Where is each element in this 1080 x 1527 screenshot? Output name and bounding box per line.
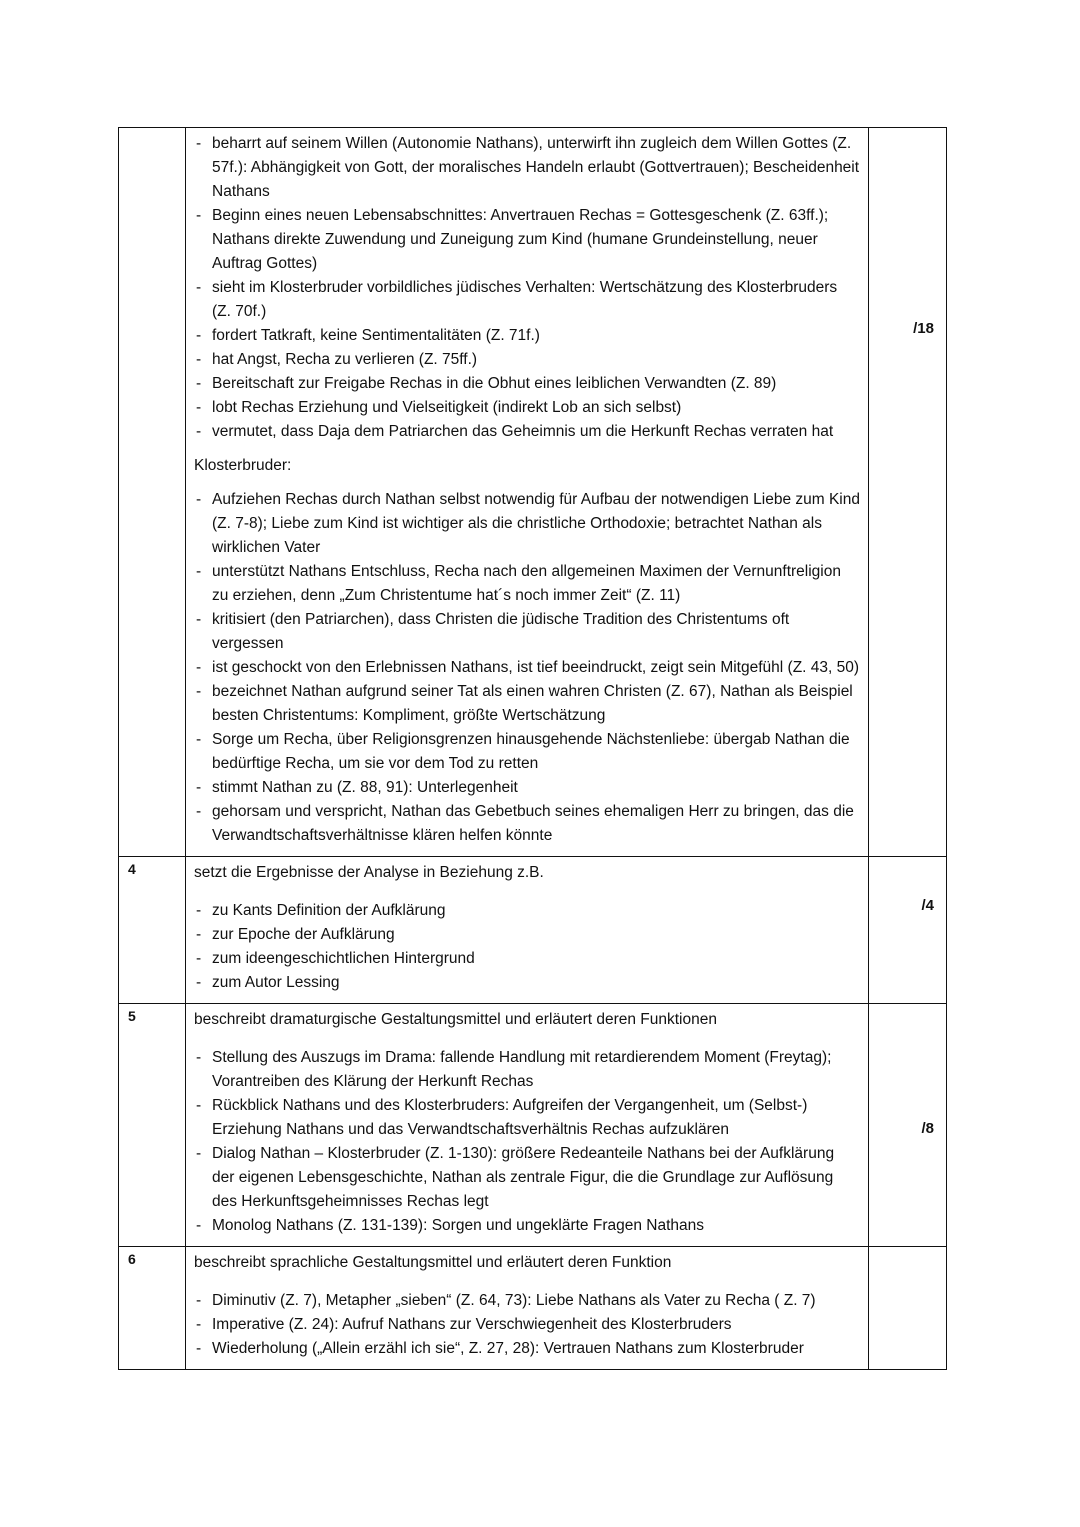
list-item: - Wiederholung („Allein erzähl ich sie“, Z. 27, 28): Vertrauen Nathans zum Klosterbruder — [194, 1337, 860, 1361]
criteria-list — [194, 899, 860, 995]
list-item: - unterstützt Nathans Entschluss, Recha nach den allgemeinen Maximen der Vernunftreligion zu erziehen, denn „Zum Christentume hat´s noch immer Zeit“ (Z. 11) — [194, 560, 860, 608]
list-item: - gehorsam und verspricht, Nathan das Gebetbuch seines ehemaligen Herr zu bringen, das die Verwandtschaftsverhältnisse klären helfen könnte — [194, 800, 860, 848]
table-row — [119, 1247, 947, 1370]
criteria-list — [194, 132, 860, 444]
list-item: - Rückblick Nathans und des Klosterbruders: Aufgreifen der Vergangenheit, um (Selbst-) Erziehung Nathans und das Verwandtschaftsverhältnis Rechas aufzuklären — [194, 1094, 860, 1142]
task-number-cell: 6 — [119, 1247, 186, 1370]
list-item: - sieht im Klosterbruder vorbildliches jüdisches Verhalten: Wertschätzung des Klosterbruders (Z. 70f.) — [194, 276, 860, 324]
task-number-cell — [119, 128, 186, 857]
criteria-cell — [186, 1247, 869, 1370]
points-cell — [869, 857, 947, 1004]
list-item: - Bereitschaft zur Freigabe Rechas in die Obhut eines leiblichen Verwandten (Z. 89) — [194, 372, 860, 396]
list-item: - Aufziehen Rechas durch Nathan selbst notwendig für Aufbau der notwendigen Liebe zum Kind (Z. 7-8); Liebe zum Kind ist wichtiger als die christliche Orthodoxie; betrachtet Nathan als wirklichen Vater — [194, 488, 860, 560]
criteria-cell — [186, 128, 869, 857]
list-item: - Dialog Nathan – Klosterbruder (Z. 1-130): größere Redeanteile Nathans bei der Aufklärung der eigenen Lebensgeschichte, Nathan als zentrale Figur, die die Grundlage zur Auflösung des Herkunftsgeheimnisses Rechas legt — [194, 1142, 860, 1214]
list-item: - zur Epoche der Aufklärung — [194, 923, 860, 947]
list-item: - fordert Tatkraft, keine Sentimentalitäten (Z. 71f.) — [194, 324, 860, 348]
criteria-cell — [186, 1004, 869, 1247]
task-description: beschreibt sprachliche Gestaltungsmittel und erläutert deren Funktion — [194, 1254, 672, 1271]
points-value: /18 — [913, 320, 934, 337]
list-item: - Stellung des Auszugs im Drama: fallende Handlung mit retardierendem Moment (Freytag); Vorantreiben des Klärung der Herkunft Rechas — [194, 1046, 860, 1094]
points-cell — [869, 1004, 947, 1247]
task-description: setzt die Ergebnisse der Analyse in Beziehung z.B. — [194, 864, 544, 881]
criteria-cell — [186, 857, 869, 1004]
subsection-label: Klosterbruder: — [194, 457, 292, 474]
list-item: - Beginn eines neuen Lebensabschnittes: Anvertrauen Rechas = Gottesgeschenk (Z. 63ff.); Nathans direkte Zuwendung und Zuneigung zum Kind (humane Grundeinstellung, neuer Auftrag Gottes) — [194, 204, 860, 276]
task-description: beschreibt dramaturgische Gestaltungsmittel und erläutert deren Funktionen — [194, 1011, 717, 1028]
list-item: - Imperative (Z. 24): Aufruf Nathans zur Verschwiegenheit des Klosterbruders — [194, 1313, 860, 1337]
table-row — [119, 1004, 947, 1247]
list-item: - bezeichnet Nathan aufgrund seiner Tat als einen wahren Christen (Z. 67), Nathan als Beispiel besten Christentums: Kompliment, größte Wertschätzung — [194, 680, 860, 728]
points-cell — [869, 128, 947, 857]
criteria-list — [194, 1289, 860, 1361]
list-item: - Sorge um Recha, über Religionsgrenzen hinausgehende Nächstenliebe: übergab Nathan die bedürftige Recha, um sie vor dem Tod zu retten — [194, 728, 860, 776]
list-item: - Monolog Nathans (Z. 131-139): Sorgen und ungeklärte Fragen Nathans — [194, 1214, 860, 1238]
list-item: - zum ideengeschichtlichen Hintergrund — [194, 947, 860, 971]
list-item: - zum Autor Lessing — [194, 971, 860, 995]
criteria-list — [194, 488, 860, 848]
list-item: - zu Kants Definition der Aufklärung — [194, 899, 860, 923]
list-item: - stimmt Nathan zu (Z. 88, 91): Unterlegenheit — [194, 776, 860, 800]
points-value: /4 — [921, 897, 934, 914]
task-number-cell: 4 — [119, 857, 186, 1004]
grading-table — [118, 127, 947, 1370]
list-item: - beharrt auf seinem Willen (Autonomie Nathans), unterwirft ihn zugleich dem Willen Gottes (Z. 57f.): Abhängigkeit von Gott, der moralisches Handeln erlaubt (Gottvertrauen); Bescheidenheit Nathans — [194, 132, 860, 204]
table-row — [119, 128, 947, 857]
criteria-list — [194, 1046, 860, 1238]
list-item: - hat Angst, Recha zu verlieren (Z. 75ff.) — [194, 348, 860, 372]
task-number-cell: 5 — [119, 1004, 186, 1247]
list-item: - ist geschockt von den Erlebnissen Nathans, ist tief beeindruckt, zeigt sein Mitgefühl (Z. 43, 50) — [194, 656, 860, 680]
list-item: - kritisiert (den Patriarchen), dass Christen die jüdische Tradition des Christentums oft vergessen — [194, 608, 860, 656]
points-cell — [869, 1247, 947, 1370]
list-item: - lobt Rechas Erziehung und Vielseitigkeit (indirekt Lob an sich selbst) — [194, 396, 860, 420]
list-item: - Diminutiv (Z. 7), Metapher „sieben“ (Z. 64, 73): Liebe Nathans als Vater zu Recha ( Z. 7) — [194, 1289, 860, 1313]
table-row — [119, 857, 947, 1004]
points-value: /8 — [921, 1120, 934, 1137]
list-item: - vermutet, dass Daja dem Patriarchen das Geheimnis um die Herkunft Rechas verraten hat — [194, 420, 860, 444]
